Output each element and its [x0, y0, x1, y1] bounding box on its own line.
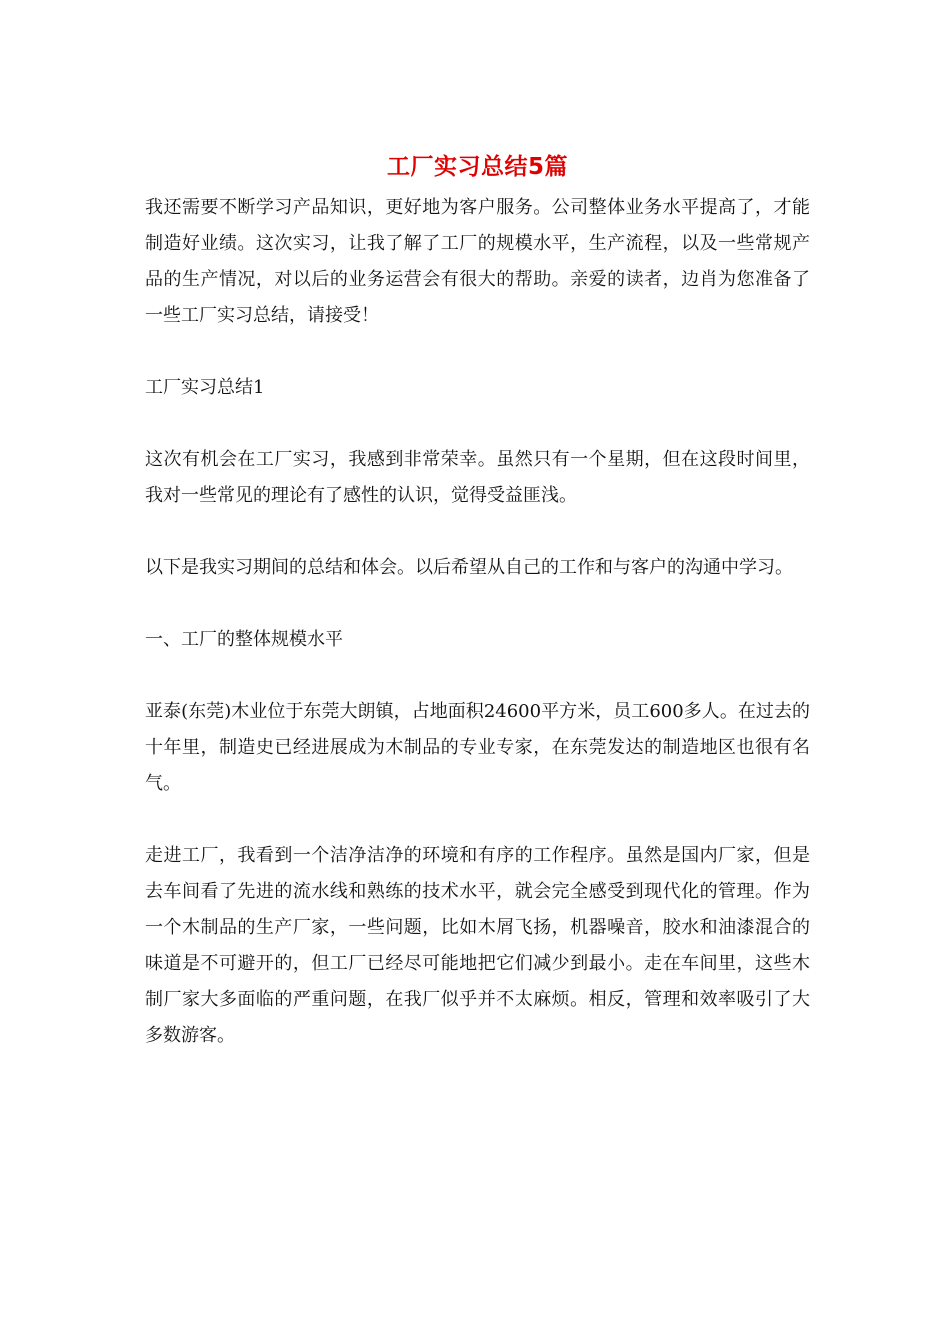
body-paragraph: 亚泰(东莞)木业位于东莞大朗镇，占地面积24600平方米，员工600多人。在过去的十年里，制造史已经进展成为木制品的专业专家，在东莞发达的制造地区也很有名气。	[145, 701, 810, 794]
section-heading-summary-1: 工厂实习总结1	[145, 377, 265, 398]
intro-paragraph: 我还需要不断学习产品知识，更好地为客户服务。公司整体业务水平提高了，才能制造好业绩。这次实习，让我了解了工厂的规模水平，生产流程，以及一些常规产品的生产情况，对以后的业务运营会有很大的帮助。亲爱的读者，边肖为您准备了一些工厂实习总结，请接受！	[145, 197, 810, 326]
body-paragraph: 这次有机会在工厂实习，我感到非常荣幸。虽然只有一个星期，但在这段时间里，我对一些常见的理论有了感性的认识，觉得受益匪浅。	[145, 449, 810, 506]
body-paragraph: 走进工厂，我看到一个洁净洁净的环境和有序的工作程序。虽然是国内厂家，但是去车间看了先进的流水线和熟练的技术水平，就会完全感受到现代化的管理。作为一个木制品的生产厂家，一些问题，比如木屑飞扬，机器噪音，胶水和油漆混合的味道是不可避开的，但工厂已经尽可能地把它们减少到最小。走在车间里，这些木制厂家大多面临的严重问题，在我厂似乎并不太麻烦。相反，管理和效率吸引了大多数游客。	[145, 845, 810, 1046]
document-title: 工厂实习总结5篇	[386, 154, 568, 180]
body-paragraph: 以下是我实习期间的总结和体会。以后希望从自己的工作和与客户的沟通中学习。	[145, 557, 793, 578]
subsection-heading-scale: 一、工厂的整体规模水平	[145, 629, 343, 650]
